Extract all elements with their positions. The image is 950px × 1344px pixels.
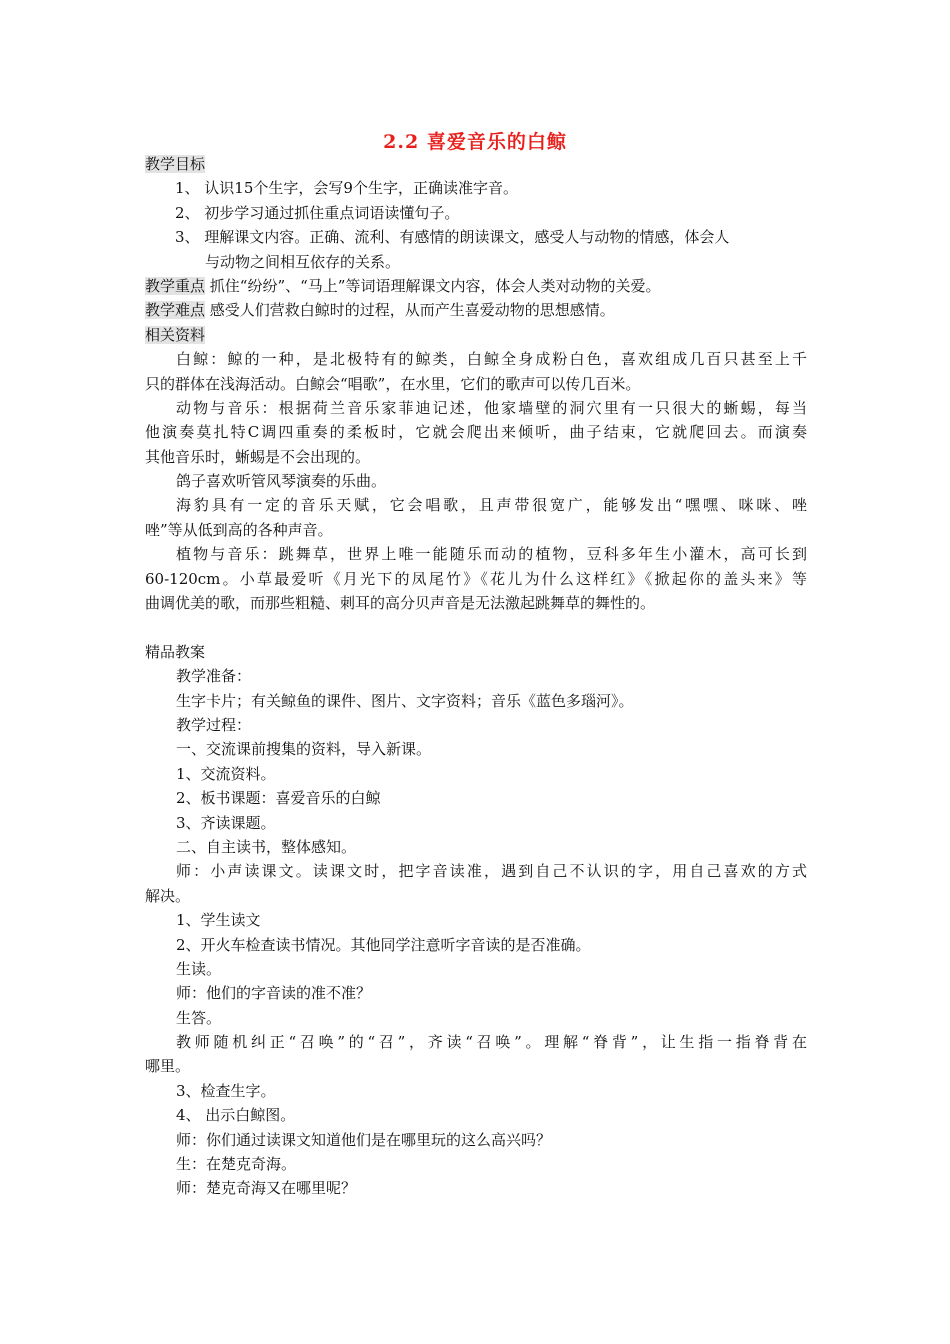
materials-line: 动物与音乐：根据荷兰音乐家菲迪记述，他家墙壁的洞穴里有一只很大的蜥蜴，每当 [176, 398, 807, 417]
lesson-line: 教师随机纠正“召唤”的“召”，齐读“召唤”。理解“脊背”，让生指一指脊背在 [176, 1033, 807, 1052]
lesson-line: 师：楚克奇海又在哪里呢？ [176, 1179, 357, 1198]
lesson-line: 二、自主读书，整体感知。 [176, 837, 357, 856]
lesson-line: 2、开火车检查读书情况。其他同学注意听字音读的是否准确。 [176, 935, 591, 954]
objective-item: 1、 认识15个生字，会写9个生字，正确读准字音。 [175, 179, 518, 198]
page-title: 2.2 喜爱音乐的白鲸 [383, 131, 567, 153]
materials-line: 海豹具有一定的音乐天赋，它会唱歌，且声带很宽广，能够发出“嘿嘿、咪咪、唑 [176, 496, 807, 515]
lesson-line: 1、交流资料。 [176, 764, 276, 783]
key-point-heading: 教学重点 [145, 276, 206, 295]
difficulty-heading: 教学难点 [145, 301, 206, 320]
materials-line: 只的群体在浅海活动。白鲸会“唱歌”，在水里，它们的歌声可以传几百米。 [145, 374, 641, 393]
lesson-line: 师：小声读课文。读课文时，把字音读准，遇到自己不认识的字，用自己喜欢的方式 [176, 862, 807, 881]
lesson-line: 3、齐读课题。 [176, 813, 276, 832]
objective-item: 与动物之间相互依存的关系。 [205, 252, 401, 271]
lesson-line: 生答。 [176, 1008, 222, 1027]
blank-line [145, 615, 807, 639]
lesson-line: 生字卡片；有关鲸鱼的课件、图片、文字资料；音乐《蓝色多瑙河》。 [176, 691, 634, 710]
lesson-line: 生读。 [176, 959, 222, 978]
lesson-line: 2、板书课题：喜爱音乐的白鲸 [176, 789, 381, 808]
difficulty-text: 感受人们营救白鲸时的过程，从而产生喜爱动物的思想感情。 [205, 301, 615, 320]
materials-heading: 相关资料 [145, 325, 206, 344]
materials-line: 唑”等从低到高的各种声音。 [145, 520, 333, 539]
lesson-line: 师：你们通过读课文知道他们是在哪里玩的这么高兴吗？ [176, 1130, 552, 1149]
lesson-line: 教学过程： [176, 715, 252, 734]
materials-line: 曲调优美的歌，而那些粗糙、刺耳的高分贝声音是无法激起跳舞草的舞性的。 [145, 594, 656, 613]
lesson-line: 哪里。 [145, 1057, 191, 1076]
key-point-text: 抓住“纷纷”、“马上”等词语理解课文内容，体会人类对动物的关爱。 [205, 276, 661, 295]
lesson-plan-heading: 精品教案 [145, 642, 206, 661]
document-body [145, 152, 807, 1201]
materials-line: 其他音乐时，蜥蜴是不会出现的。 [145, 447, 371, 466]
lesson-line: 3、检查生字。 [176, 1081, 276, 1100]
lesson-line: 4、 出示白鲸图。 [176, 1106, 296, 1125]
materials-line: 60-120cm。小草最爱听《月光下的凤尾竹》《花儿为什么这样红》《掀起你的盖头来》等 [145, 569, 807, 588]
objective-item: 2、 初步学习通过抓住重点词语读懂句子。 [175, 203, 460, 222]
materials-line: 鸽子喜欢听管风琴演奏的乐曲。 [176, 472, 387, 491]
objective-item: 3、 理解课文内容。正确、流利、有感情的朗读课文，感受人与动物的情感，体会人 [175, 228, 730, 247]
difficulty [145, 298, 807, 322]
objectives-heading: 教学目标 [145, 155, 206, 173]
materials-line: 植物与音乐：跳舞草，世界上唯一能随乐而动的植物，豆科多年生小灌木，高可长到 [176, 545, 807, 564]
key-point [145, 274, 807, 298]
lesson-line: 教学准备： [176, 667, 252, 686]
lesson-line: 1、学生读文 [176, 911, 261, 930]
lesson-line: 师：他们的字音读的准不准？ [176, 984, 372, 1003]
materials-line: 他演奏莫扎特C调四重奏的柔板时，它就会爬出来倾听，曲子结束，它就爬回去。而演奏 [145, 423, 807, 442]
lesson-line: 生：在楚克奇海。 [176, 1155, 297, 1174]
lesson-line: 一、交流课前搜集的资料，导入新课。 [176, 740, 432, 759]
lesson-line: 解决。 [145, 886, 191, 905]
materials-line: 白鲸：鲸的一种，是北极特有的鲸类，白鲸全身成粉白色，喜欢组成几百只甚至上千 [176, 350, 807, 369]
